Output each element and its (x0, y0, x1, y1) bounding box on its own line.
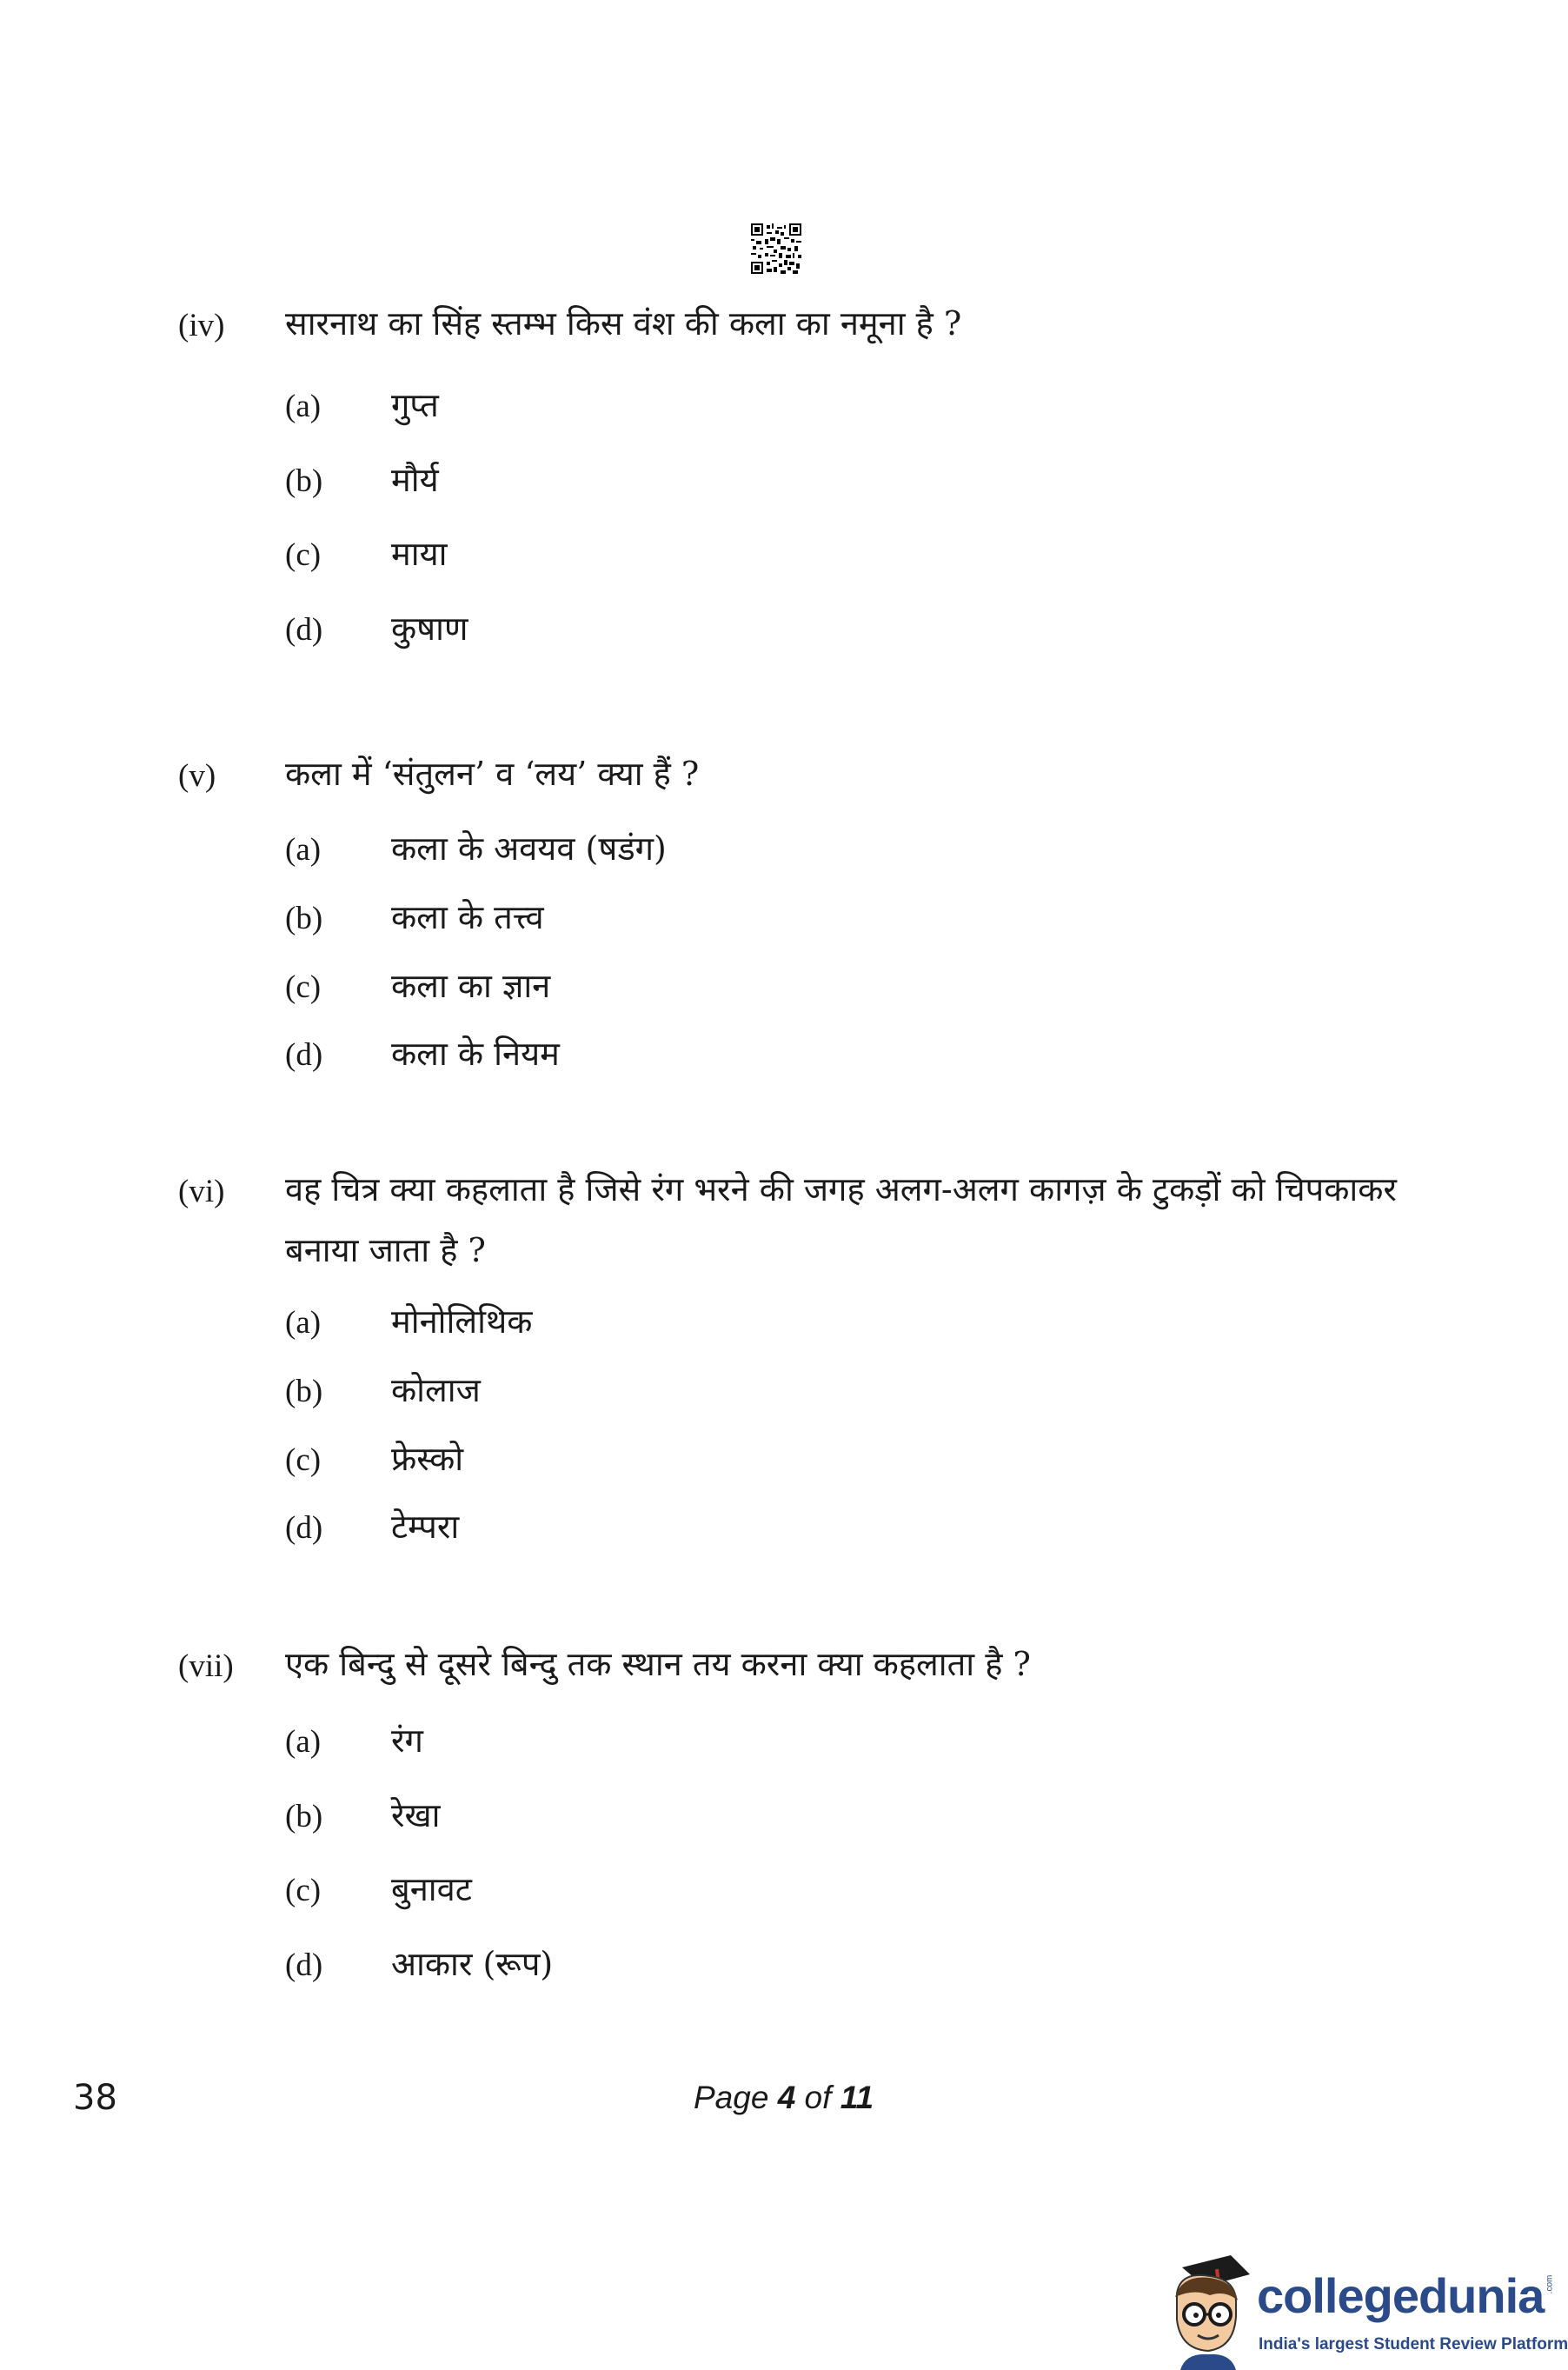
option-letter: (a) (285, 832, 322, 868)
option-text: गुप्त (391, 386, 439, 424)
option-letter: (c) (285, 1873, 322, 1908)
option-a (285, 825, 667, 870)
option-b (285, 456, 439, 502)
option-letter: (c) (285, 1442, 322, 1478)
page-prefix: Page (694, 2080, 778, 2115)
option-text: कला के तत्त्व (391, 898, 544, 936)
option-letter: (d) (285, 612, 323, 648)
option-letter: (b) (285, 463, 323, 499)
option-letter: (d) (285, 1037, 323, 1073)
option-b (285, 1792, 440, 1837)
option-text: रंग (391, 1721, 423, 1760)
option-letter: (c) (285, 537, 322, 573)
option-b (285, 894, 544, 939)
question-number: (v) (178, 758, 216, 794)
option-text: कला के अवयव (षडंग) (391, 829, 667, 868)
question-text: वह चित्र क्या कहलाता है जिसे रंग भरने की जगह अलग-अलग कागज़ के टुकड़ों को चिपकाकर बनाया जाता है ? (285, 1170, 1397, 1269)
page-indicator (694, 2080, 874, 2116)
option-c (285, 530, 447, 576)
option-c (285, 962, 550, 1008)
option-text: मौर्य (391, 461, 439, 499)
option-text: मोनोलिथिक (391, 1302, 533, 1341)
option-letter: (b) (285, 1374, 323, 1409)
question-text: कला में ‘संतुलन’ व ‘लय’ क्या हैं ? (285, 755, 700, 793)
question-text: सारनाथ का सिंह स्तम्भ किस वंश की कला का नमूना है ? (285, 304, 962, 343)
option-letter: (a) (285, 1305, 322, 1341)
option-b (285, 1367, 481, 1412)
option-text: रेखा (391, 1796, 441, 1834)
brand-logo (1156, 2245, 1568, 2370)
question-number: (vii) (178, 1648, 234, 1684)
question-text: एक बिन्दु से दूसरे बिन्दु तक स्थान तय करना क्या कहलाता है ? (285, 1645, 1031, 1683)
option-text: बुनावट (391, 1870, 472, 1908)
question-number: (iv) (178, 308, 225, 343)
brand-tagline: India's largest Student Review Platform (1259, 2335, 1568, 2353)
option-text: कला का ज्ञान (391, 967, 551, 1005)
option-d (285, 1941, 553, 1986)
option-text: आकार (रूप) (391, 1945, 554, 1983)
option-text: कला के नियम (391, 1035, 560, 1073)
option-text: फ्रेस्को (391, 1440, 464, 1478)
option-c (285, 1866, 472, 1911)
option-a (285, 1717, 423, 1762)
student-mascot-icon (1156, 2245, 1257, 2370)
page-total: 11 (840, 2080, 874, 2115)
option-text: माया (391, 535, 448, 573)
option-c (285, 1435, 463, 1481)
question-number: (vi) (178, 1174, 225, 1209)
brand-name: collegedunia (1257, 2268, 1545, 2323)
option-letter: (b) (285, 1799, 323, 1834)
option-a (285, 382, 439, 427)
option-text: कोलाज (391, 1371, 481, 1409)
option-a (285, 1298, 532, 1343)
page-current: 4 (777, 2080, 796, 2115)
option-text: टेम्परा (391, 1508, 460, 1546)
option-d (285, 1030, 560, 1075)
option-letter: (d) (285, 1947, 323, 1983)
page-of: of (795, 2080, 840, 2115)
qr-code-icon (751, 223, 801, 274)
option-text: कुषाण (391, 609, 468, 648)
paper-code: 38 (73, 2078, 117, 2118)
option-d (285, 1503, 459, 1548)
option-letter: (a) (285, 389, 322, 424)
option-letter: (c) (285, 969, 322, 1005)
brand-suffix: .com (1545, 2274, 1555, 2294)
option-letter: (b) (285, 901, 323, 936)
option-letter: (a) (285, 1724, 322, 1760)
option-letter: (d) (285, 1510, 323, 1546)
option-d (285, 605, 468, 650)
